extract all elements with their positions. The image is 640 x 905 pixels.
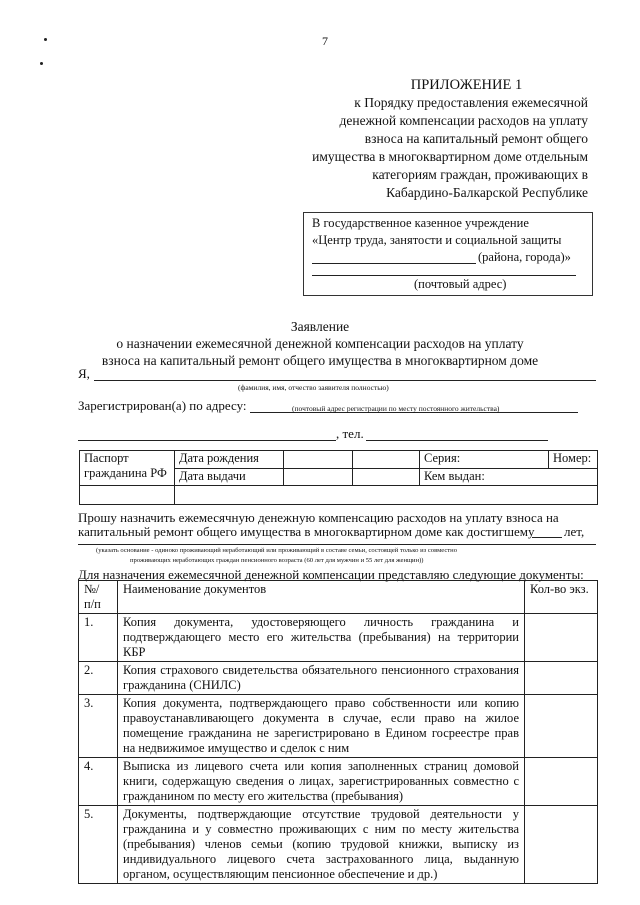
appendix-title: ПРИЛОЖЕНИЕ 1 [410, 77, 523, 93]
district-field[interactable] [312, 249, 476, 264]
number-field[interactable]: Номер: [549, 451, 598, 469]
basis-note-1: (указать основание - одиноко проживающий неработающий или проживающий в составе семьи, состоящей только из совместно [96, 547, 458, 554]
col-header-num: №/ п/п [79, 581, 118, 614]
table-row [79, 662, 598, 695]
request-line-2: капитальный ремонт общего имущества в многоквартирном доме как достигшему [78, 524, 535, 539]
tel-label: , тел. [336, 426, 364, 441]
page-number: 7 [322, 34, 328, 48]
statement-line: о назначении ежемесячной денежной компенсации расходов на уплату [116, 336, 524, 351]
row-num: 5. [79, 806, 118, 884]
row-doc-name: Копия страхового свидетельства обязательного пенсионного страхования гражданина (СНИЛС) [118, 662, 525, 695]
registered-label: Зарегистрирован(а) по адресу: [78, 398, 247, 413]
row-doc-name: Документы, подтверждающие отсутствие трудовой деятельности у гражданина и у совместно проживающих с ним по месту жительства (пребывания) членов семьи (копию трудовой книжки, выписку из индивидуального лицевого счета застрахованного лица, выданную органом, осуществляющим пенсионное обеспечение и др.) [118, 806, 525, 884]
row-num: 1. [79, 614, 118, 662]
row-qty-field[interactable] [525, 758, 598, 806]
addressee-line-2: «Центр труда, занятости и социальной защиты [312, 233, 562, 247]
table-header-row [79, 581, 598, 614]
issue-date-field-extra[interactable] [353, 468, 420, 486]
appendix-line: имущества в многоквартирном доме отдельным [312, 149, 588, 164]
appendix-line: денежной компенсации расходов на уплату [339, 113, 588, 128]
request-line-1: Прошу назначить ежемесячную денежную компенсацию расходов на уплату взноса на [78, 510, 559, 525]
col-header-qty: Кол-во экз. [525, 581, 598, 614]
row-qty-field[interactable] [525, 806, 598, 884]
phone-field[interactable] [366, 426, 548, 441]
appendix-line: взноса на капитальный ремонт общего [364, 131, 588, 146]
appendix-line: к Порядку предоставления ежемесячной [354, 95, 588, 110]
documents-table [78, 580, 598, 884]
issued-by-field[interactable]: Кем выдан: [420, 468, 598, 486]
passport-empty-cell [80, 486, 175, 505]
table-row [79, 695, 598, 758]
appendix-line: категориям граждан, проживающих в [372, 167, 588, 182]
row-doc-name: Копия документа, удостоверяющего личность гражданина и подтверждающего место его жительства (пребывания) на территории КБР [118, 614, 525, 662]
row-qty-field[interactable] [525, 614, 598, 662]
series-field[interactable]: Серия: [420, 451, 549, 469]
statement-heading [0, 318, 640, 369]
birth-date-field-extra[interactable] [353, 451, 420, 469]
postal-caption: (почтовый адрес) [414, 277, 507, 291]
issued-by-continuation-field[interactable] [175, 486, 598, 505]
registration-caption: (почтовый адрес регистрации по месту постоянного жительства) [292, 404, 500, 413]
applicant-name-caption: (фамилия, имя, отчество заявителя полностью) [238, 383, 389, 392]
request-line-2-suffix: лет, [564, 524, 585, 539]
appendix-block [270, 76, 588, 202]
statement-line: взноса на капитальный ремонт общего имущества в многоквартирном доме [101, 353, 539, 368]
row-num: 2. [79, 662, 118, 695]
addressee-line-1: В государственное казенное учреждение [312, 216, 529, 230]
addressee-line-3: (района, города)» [478, 250, 571, 264]
row-doc-name: Копия документа, подтверждающего право собственности или копию правоустанавливающего документа в случае, если право на жилое помещение гражданина не зарегистрировано в Едином госреестре прав на недвижимое имущество и сделок с ним [118, 695, 525, 758]
row-doc-name: Выписка из лицевого счета или копия заполненных страниц домовой книги, содержащую сведения о лицах, зарегистрированных совместно с гражданином по месту его жительства (пребывания) [118, 758, 525, 806]
issue-date-label: Дата выдачи [175, 468, 284, 486]
row-num: 4. [79, 758, 118, 806]
scan-speck [40, 62, 43, 65]
row-qty-field[interactable] [525, 662, 598, 695]
col-header-name: Наименование документов [118, 581, 525, 614]
i-label: Я, [78, 366, 90, 381]
passport-label-cell [80, 451, 175, 486]
passport-label: Паспорт [84, 451, 129, 465]
address-continuation-field[interactable] [78, 426, 336, 441]
applicant-name-field[interactable] [94, 366, 596, 381]
row-qty-field[interactable] [525, 695, 598, 758]
passport-label: гражданина РФ [84, 466, 167, 480]
postal-address-field[interactable] [312, 267, 576, 276]
table-row [79, 758, 598, 806]
passport-table [79, 450, 598, 505]
birth-date-field[interactable] [284, 451, 353, 469]
appendix-line: Кабардино-Балкарской Республике [386, 185, 588, 200]
birth-date-label: Дата рождения [175, 451, 284, 469]
basis-note-2: проживающих неработающих граждан пенсионного возраста (60 лет для мужчин и 55 лет для женщин)) [130, 557, 424, 564]
scan-speck [44, 38, 47, 41]
issue-date-field[interactable] [284, 468, 353, 486]
table-row [79, 614, 598, 662]
statement-title: Заявление [290, 319, 350, 334]
row-num: 3. [79, 695, 118, 758]
documents-intro: Для назначения ежемесячной денежной компенсации представляю следующие документы: [78, 567, 584, 582]
basis-field[interactable] [78, 534, 596, 545]
addressee-box [303, 212, 593, 296]
table-row [79, 806, 598, 884]
